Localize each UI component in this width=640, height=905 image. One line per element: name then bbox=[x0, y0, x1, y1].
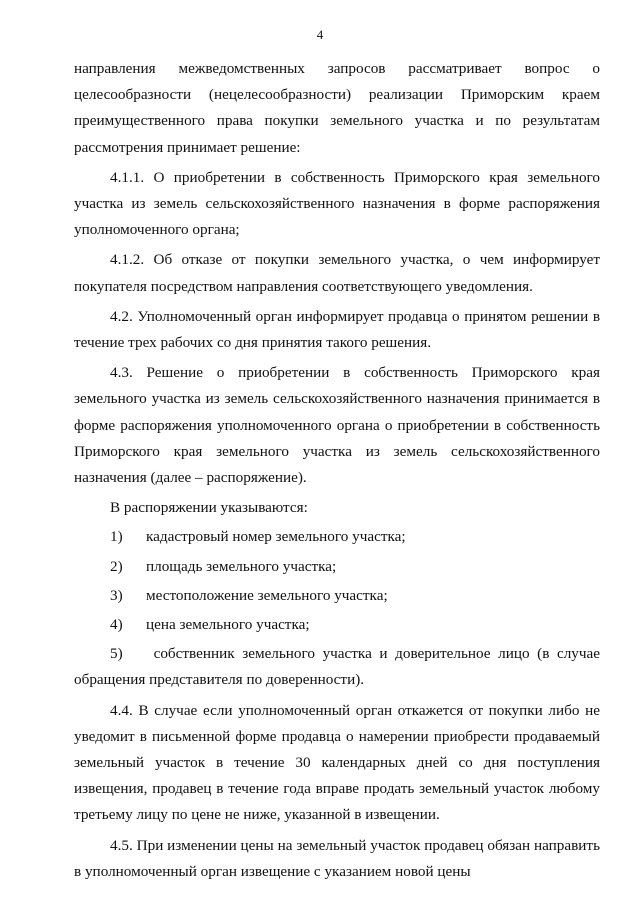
paragraph-4-4: 4.4. В случае если уполномоченный орган откажется от покупки либо не уведомит в письменной форме продавца о намерении приобрести продаваемый земельный участок в течение 30 календарных дней со дня поступления извещения, продавец в течение года вправе продать земельный участок любому третьему лицу по цене не ниже, указанной в извещении. bbox=[74, 701, 600, 824]
paragraph-4-3: 4.3. Решение о приобретении в собственность Приморского края земельного участка из земель сельскохозяйственного назначения принимается в форме распоряжения уполномоченного органа о приобретении в собственность Приморского края земельного участка из земель сельскохозяйственного назначения (далее – распоряжение). bbox=[74, 364, 600, 487]
list-item-number: 5) bbox=[110, 645, 123, 663]
paragraph-4-1-1: 4.1.1. О приобретении в собственность Приморского края земельного участка из земель сельскохозяйственного назначения в форме распоряжения уполномоченного органа; bbox=[74, 168, 600, 239]
list-item-text: местоположение земельного участка; bbox=[146, 586, 388, 604]
list-intro: В распоряжении указываются: bbox=[110, 499, 308, 517]
list-item-text: цена земельного участка; bbox=[146, 616, 310, 634]
paragraph-4-2: 4.2. Уполномоченный орган информирует продавца о принятом решении в течение трех рабочих со дня принятия такого решения. bbox=[74, 307, 600, 352]
paragraph-4-5: 4.5. При изменении цены на земельный участок продавец обязан направить в уполномоченный орган извещение с указанием новой цены bbox=[74, 836, 600, 880]
list-item-text: собственник земельного участка и доверительное лицо (в случае обращения представителя по доверенности). bbox=[74, 645, 600, 689]
list-item-number: 3) bbox=[110, 586, 123, 604]
list-item-number: 4) bbox=[110, 616, 123, 634]
list-item-number: 2) bbox=[110, 557, 123, 575]
paragraph-4-1-2: 4.1.2. Об отказе от покупки земельного участка, о чем информирует покупателя посредством направления соответствующего уведомления. bbox=[74, 251, 600, 295]
list-item-text: кадастровый номер земельного участка; bbox=[146, 528, 406, 546]
list-item bbox=[74, 583, 600, 609]
list-item bbox=[74, 641, 600, 693]
list-item bbox=[74, 612, 600, 638]
paragraph-continuation: направления межведомственных запросов рассматривает вопрос о целесообразности (нецелесообразности) реализации Приморским краем преимущественного права покупки земельного участка и по результатам рассмотрения принимает решение: bbox=[74, 60, 600, 156]
list-item-number: 1) bbox=[110, 528, 123, 546]
page-number: 4 bbox=[316, 27, 324, 42]
list-item bbox=[74, 524, 600, 550]
list-item-text: площадь земельного участка; bbox=[146, 557, 337, 575]
document-body bbox=[74, 56, 600, 885]
list-item bbox=[74, 554, 600, 580]
